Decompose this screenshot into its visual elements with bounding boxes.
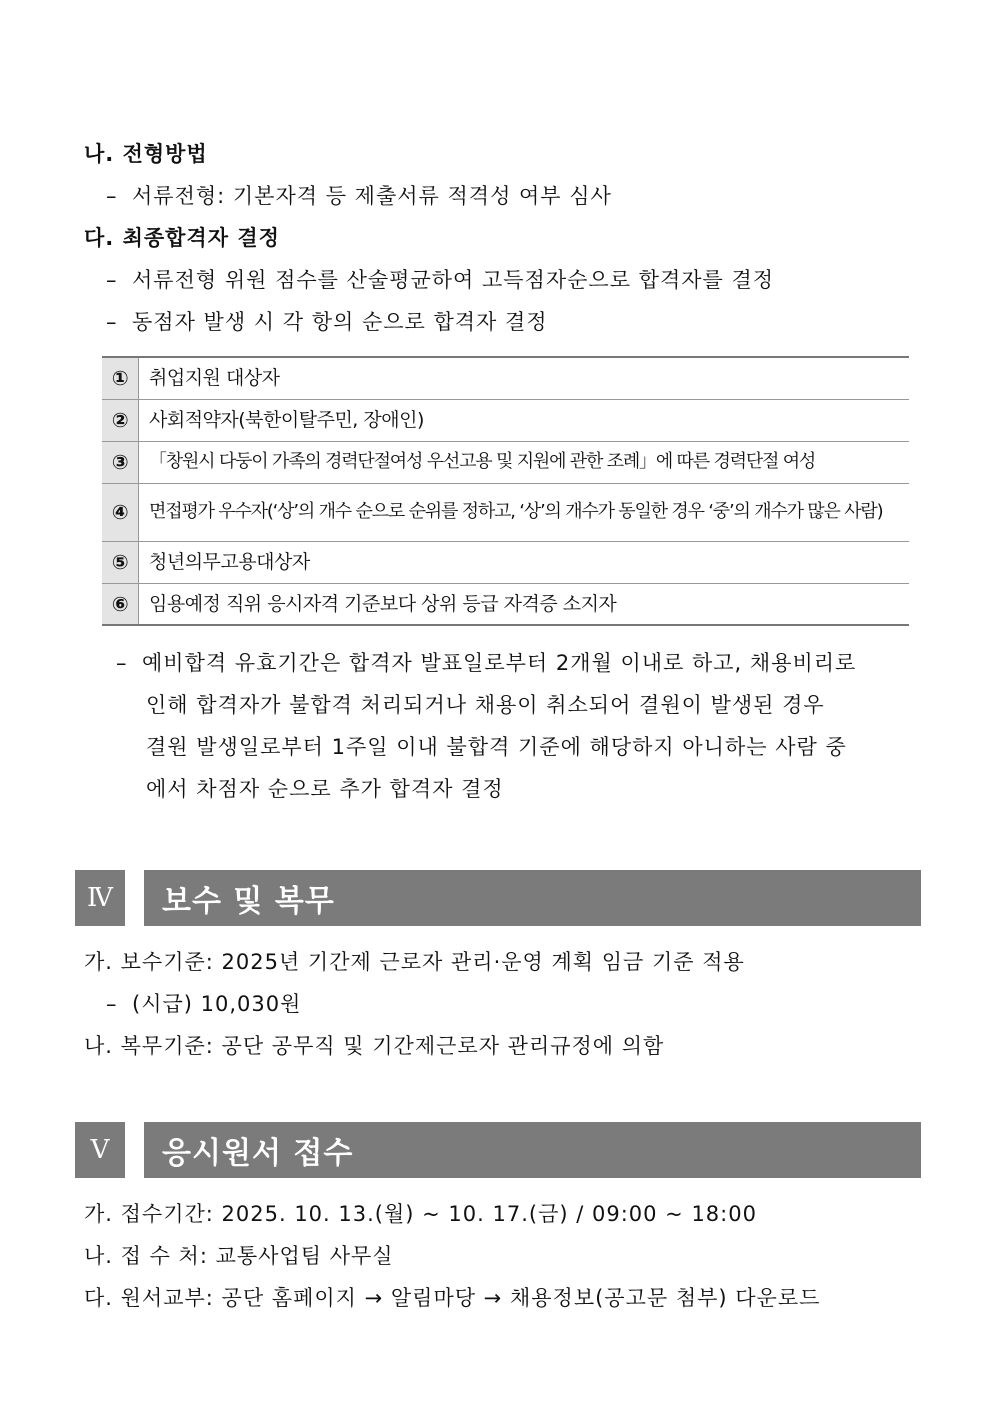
dash-bullet: – — [116, 651, 128, 675]
application-period: 가. 접수기간: 2025. 10. 13.(월) ~ 10. 17.(금) / 09:00 ~ 18:00 — [84, 1202, 757, 1226]
rank-text: 취업지원 대상자 — [149, 367, 280, 390]
rank-text: 청년의무고용대상자 — [139, 541, 910, 583]
final-heading: 다. 최종합격자 결정 — [84, 226, 280, 250]
table-row — [102, 483, 909, 541]
reserve-line: 에서 차점자 순으로 추가 합격자 결정 — [146, 777, 504, 801]
rank-number: ⑥ — [102, 583, 139, 625]
rank-number: ⑤ — [102, 541, 139, 583]
method-heading: 나. 전형방법 — [84, 142, 208, 166]
final-item-text: 동점자 발생 시 각 항의 순으로 합격자 결정 — [132, 310, 548, 334]
pay-standard: 가. 보수기준: 2025년 기간제 근로자 관리·운영 계획 임금 기준 적용 — [84, 950, 745, 974]
rank-number: ④ — [102, 483, 139, 541]
final-item-text: 서류전형 위원 점수를 산술평균하여 고득점자순으로 합격자를 결정 — [132, 268, 775, 292]
table-row — [102, 399, 909, 441]
table-row — [102, 441, 909, 483]
final-item — [106, 308, 548, 336]
final-item — [106, 266, 774, 294]
dash-bullet: – — [106, 268, 118, 292]
reserve-line — [116, 649, 856, 677]
rank-number: ③ — [102, 441, 139, 483]
table-row — [102, 357, 909, 399]
section-number: Ⅴ — [75, 1122, 125, 1178]
section-title: 보수 및 복무 — [144, 870, 921, 926]
application-place: 나. 접 수 처: 교통사업팀 사무실 — [84, 1244, 394, 1268]
rank-text: 사회적약자(북한이탈주민, 장애인) — [139, 399, 910, 441]
wage-line — [106, 990, 301, 1018]
method-item-text: 서류전형: 기본자격 등 제출서류 적격성 여부 심사 — [132, 184, 612, 208]
dash-bullet: – — [106, 184, 118, 208]
tiebreak-table — [102, 356, 909, 626]
form-distribution: 다. 원서교부: 공단 홈페이지 → 알림마당 → 채용정보(공고문 첨부) 다운로드 — [84, 1286, 821, 1310]
section-title: 응시원서 접수 — [144, 1122, 921, 1178]
method-item — [106, 182, 612, 210]
dash-bullet: – — [106, 310, 118, 334]
table-row — [102, 583, 909, 625]
reserve-text: 예비합격 유효기간은 합격자 발표일로부터 2개월 이내로 하고, 채용비리로 — [142, 651, 857, 675]
reserve-line: 결원 발생일로부터 1주일 이내 불합격 기준에 해당하지 아니하는 사람 중 — [146, 735, 847, 759]
wage-text: (시급) 10,030원 — [132, 992, 302, 1016]
duty-standard: 나. 복무기준: 공단 공무직 및 기간제근로자 관리규정에 의함 — [84, 1034, 665, 1058]
reserve-line: 인해 합격자가 불합격 처리되거나 채용이 취소되어 결원이 발생된 경우 — [146, 693, 825, 717]
rank-number: ① — [102, 357, 139, 399]
table-row — [102, 541, 909, 583]
rank-text: 「창원시 다둥이 가족의 경력단절여성 우선고용 및 지원에 관한 조례」에 따른 경력단절 여성 — [139, 441, 910, 483]
rank-text: 임용예정 직위 응시자격 기준보다 상위 등급 자격증 소지자 — [139, 583, 910, 625]
dash-bullet: – — [106, 992, 118, 1016]
rank-number: ② — [102, 399, 139, 441]
rank-text: 면접평가 우수자(‘상’의 개수 순으로 순위를 정하고, ‘상’의 개수가 동일한 경우 ‘중’의 개수가 많은 사람) — [139, 483, 910, 541]
section-number: Ⅳ — [75, 870, 125, 926]
